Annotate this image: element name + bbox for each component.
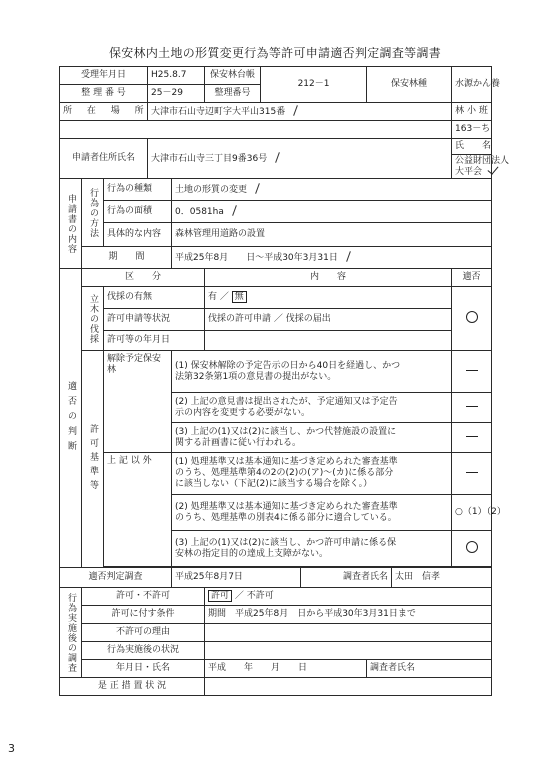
management-number-value: 25－29 (148, 85, 205, 103)
release-criterion-1-line-1: (1) 保安林解除の予定告示の日から40日を経過し、かつ (175, 360, 401, 371)
location-row-2 (60, 121, 492, 139)
correction-label: 是 正 措 置 状 況 (60, 678, 205, 696)
release-result-2 (452, 393, 492, 423)
other-criterion-3-line-2: 安林の指定目的の達成上支障がない。 (175, 548, 329, 559)
location-blank (60, 121, 452, 139)
action-method-label: 行為の方法 (82, 179, 104, 247)
status-label: 行為実施後の状況 (82, 642, 205, 660)
correction-row (60, 678, 492, 696)
received-date-value: H25.8.7 (148, 67, 205, 85)
period-row (60, 247, 492, 269)
other-criterion-1 (172, 453, 452, 495)
surveyor-label: 調査者氏名 (301, 568, 392, 588)
felling-exists-value: 有 ／ 無 (205, 287, 452, 309)
document-title: 保安林内土地の形質変更行為等許可申請適否判定調査等調書 (108, 46, 442, 60)
location-row (60, 103, 492, 121)
date-row (60, 660, 492, 678)
forest-kind-value: 水源かん養 (452, 67, 492, 103)
date-label: 年月日・氏名 (82, 660, 205, 678)
release-criterion-2-line-2: 示の内容を変更する必要がない。 (175, 407, 311, 418)
register-number-value: 212－1 (261, 67, 367, 103)
register-label: 保安林台帳 (205, 67, 261, 85)
permit-value: 許可 ／ 不許可 (205, 588, 492, 606)
permit-row (60, 588, 492, 606)
felling-row-3 (60, 331, 492, 351)
other-criterion-3 (172, 531, 452, 567)
applicant-label: 申請者住所氏名 (60, 139, 148, 179)
slash-mark (275, 152, 280, 163)
surveyor-value: 太田 信孝 (392, 568, 492, 588)
period-label: 期 間 (82, 247, 172, 269)
location-label: 所 在 場 所 (60, 103, 148, 121)
release-criterion-2-line-1: (2) 上記の意見書は提出されたが、予定通知又は予定告 (175, 396, 398, 407)
release-criterion-3-line-1: (3) 上記の(1)又は(2)に該当し、かつ代替施設の設置に (175, 426, 397, 437)
received-date-label: 受理年月日 (60, 67, 148, 85)
felling-exists-label: 伐採の有無 (104, 287, 205, 309)
other-criterion-1-line-3: に該当しない（下記(2)に該当する場合を除く。） (175, 479, 373, 489)
status-value (205, 642, 492, 660)
release-criterion-1 (172, 351, 452, 393)
register-sub-label: 整理番号 (205, 85, 261, 103)
action-detail-value: 森林管理用道路の設置 (172, 223, 492, 247)
slash-mark (255, 183, 260, 194)
other-criterion-2-line-1: (2) 処理基準又は基本通知に基づき定められた審査基準 (175, 501, 398, 512)
dash-mark (466, 406, 478, 407)
action-area-row (60, 201, 492, 223)
other-criterion-1-line-2: のうち、処理基準第4の2の(2)の(ア)～(カ)に係る部分 (175, 468, 394, 478)
action-type-label: 行為の種類 (104, 179, 172, 201)
header-row-1 (60, 67, 492, 85)
management-number-label: 整 理 番 号 (60, 85, 148, 103)
release-criterion-1-line-2: 法第32条第1項の意見書の提出がない。 (175, 371, 337, 382)
survey-label: 適否判定調査 (60, 568, 172, 588)
felling-date-label: 許可等の年月日 (104, 331, 205, 351)
slash-mark (232, 205, 237, 216)
permit-value-denied: 不許可 (246, 591, 274, 601)
permit-value-permitted: 許可 (208, 590, 232, 602)
release-result-3 (452, 423, 492, 453)
location-text: 大津市石山寺辺町字大平山315番 (151, 107, 286, 117)
category-header: 区 分 (82, 269, 205, 287)
result-header: 適否 (452, 269, 492, 287)
felling-result (452, 287, 492, 351)
reason-row (60, 624, 492, 642)
date-value: 平成 年 月 日 (205, 660, 367, 678)
other-result-2: ○（1）（2） (452, 495, 492, 531)
applicant-name-value (452, 155, 510, 179)
felling-permit-application: 伐採の許可申請 (208, 314, 272, 324)
judgement-header-row (60, 269, 492, 287)
slash-mark (293, 105, 298, 116)
post-section-label: 行為実施後の調査 (60, 588, 82, 678)
page-mark: 3 (8, 742, 15, 755)
applicant-name-line-1: 公益財団法人 (455, 155, 510, 166)
other-result-1 (452, 453, 492, 495)
reason-label: 不許可の理由 (82, 624, 205, 642)
release-row-1 (60, 351, 492, 393)
felling-exists-yes: 有 (208, 292, 218, 302)
release-criterion-3 (172, 423, 452, 453)
release-result-1 (452, 351, 492, 393)
survey-row (60, 568, 492, 588)
action-detail-row (60, 223, 492, 247)
release-criterion-2 (172, 393, 452, 423)
action-area-text: 0．0581ha (175, 207, 224, 217)
period-value (172, 247, 492, 269)
applicant-name-line-2: 大平会 (455, 166, 483, 177)
circle-mark (466, 541, 478, 553)
location-value (148, 103, 452, 121)
release-criterion-3-line-2: 関する計画書に従い行われる。 (175, 437, 302, 448)
applicant-address (148, 139, 452, 179)
rin-value: 163－ち (452, 121, 492, 139)
dash-mark (466, 436, 478, 437)
correction-value (205, 678, 492, 696)
other-criterion-2 (172, 495, 452, 531)
other-criterion-3-line-1: (3) 上記の(1)又は(2)に該当し、かつ許可申請に係る保 (175, 537, 397, 548)
condition-label: 許可に付す条件 (82, 606, 205, 624)
other-row-1 (60, 453, 492, 495)
felling-label: 立木の伐採 (82, 287, 104, 351)
felling-date-value (205, 331, 452, 351)
felling-permit-value: 伐採の許可申請 ／ 伐採の届出 (205, 309, 452, 331)
action-type-row (60, 179, 492, 201)
content-header: 内 容 (205, 269, 452, 287)
action-detail-label: 具体的な内容 (104, 223, 172, 247)
status-row (60, 642, 492, 660)
condition-row (60, 606, 492, 624)
release-label: 解除予定保安林 (104, 351, 172, 453)
survey-date: 平成25年8月7日 (172, 568, 301, 588)
other-result-3 (452, 531, 492, 567)
period-text: 平成25年8月 日～平成30年3月31日 (175, 253, 338, 263)
forest-kind-label: 保安林種 (367, 67, 452, 103)
condition-value: 期間 平成25年8月 日から平成30年3月31日まで (205, 606, 492, 624)
applicant-address-text: 大津市石山寺三丁目9番36号 (151, 154, 268, 164)
application-content-label: 申請書の内容 (60, 179, 82, 269)
reason-value (205, 624, 492, 642)
applicant-row (60, 139, 492, 155)
action-type-value (172, 179, 492, 201)
other-criterion-1-line-1: (1) 処理基準又は基本通知に基づき定められた審査基準 (175, 457, 398, 467)
felling-permit-label: 許可申請等状況 (104, 309, 205, 331)
judgement-section-label: 適否の判断 (60, 269, 82, 568)
dash-mark (466, 472, 478, 473)
dash-mark (466, 370, 478, 371)
slash-mark (346, 251, 351, 262)
action-area-label: 行為の面積 (104, 201, 172, 223)
permit-label: 許可・不許可 (82, 588, 205, 606)
applicant-name-label: 氏 名 (452, 139, 492, 155)
felling-row-2 (60, 309, 492, 331)
other-label: 上 記 以 外 (104, 453, 172, 567)
other-criterion-2-line-2: のうち、処理基準の別表4に係る部分に適合している。 (175, 512, 397, 523)
felling-exists-no: 無 (232, 291, 247, 303)
action-type-text: 土地の形質の変更 (175, 185, 248, 195)
survey-form-table (59, 66, 510, 696)
felling-notification: 伐採の届出 (285, 314, 331, 324)
felling-row-1 (60, 287, 492, 309)
rin-label: 林 小 班 (452, 103, 492, 121)
date-surveyor-label: 調査者氏名 (367, 660, 492, 678)
criteria-label: 許可基準等 (82, 351, 104, 568)
circle-mark (466, 311, 478, 323)
action-area-value (172, 201, 492, 223)
